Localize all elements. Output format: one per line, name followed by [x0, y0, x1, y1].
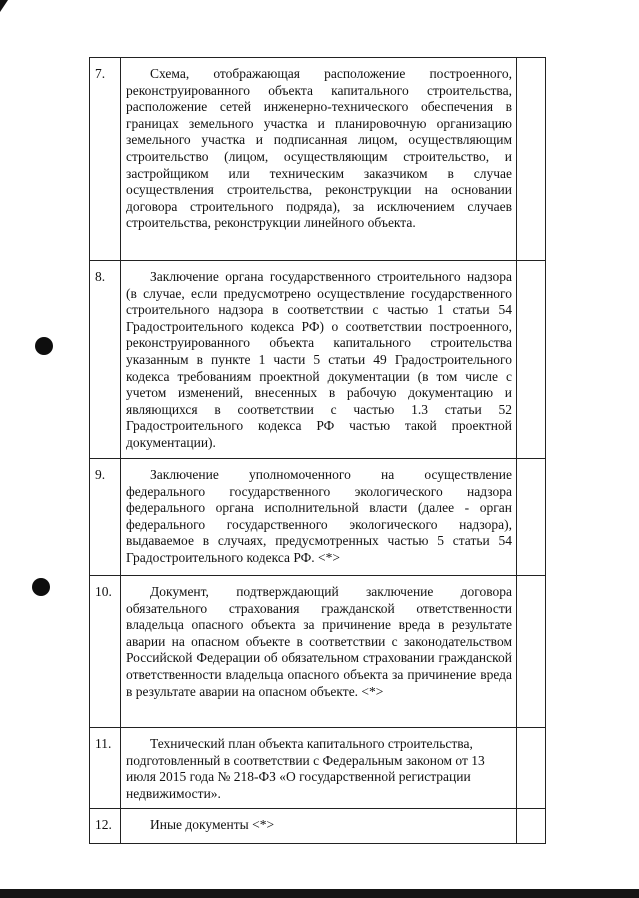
row-number: 12. [90, 809, 121, 844]
row-text: Документ, подтверждающий заключение договора обязательного страхования гражданской ответственности владельца опасного объекта за причинение вреда в результате аварии на опасном объекте в соответствии с законодательством Российской Федерации об обязательном страховании гражданской ответственности владельца опасного объекта за причинение вреда в результате аварии на опасном объекте. <*> [121, 576, 517, 728]
row-text: Заключение уполномоченного на осуществление федерального государственного экологического надзора федерального органа исполнительной власти (далее - орган федерального государственного экологического надзора), выдаваемое в случаях, предусмотренных частью 5 статьи 54 Градостроительного кодекса РФ. <*> [121, 459, 517, 576]
row-text: Схема, отображающая расположение построенного, реконструированного объекта капитального строительства, расположение сетей инженерно-технического обеспечения в границах земельного участка и планировочную организацию земельного участка и подписанная лицом, осуществляющим строительство (лицом, осуществляющим строительство, и застройщиком или техническим заказчиком в случае осуществления строительства, реконструкции на основании договора строительного подряда), за исключением случаев строительства, реконструкции линейного объекта. [121, 58, 517, 261]
scan-bottom-edge [0, 889, 639, 898]
table-row [90, 576, 546, 728]
row-mark-cell [517, 261, 546, 459]
punch-hole [35, 337, 53, 355]
row-mark-cell [517, 728, 546, 809]
table-row [90, 459, 546, 576]
row-number: 10. [90, 576, 121, 728]
table-row [90, 261, 546, 459]
documents-table [89, 57, 546, 844]
table-row [90, 58, 546, 261]
row-number: 7. [90, 58, 121, 261]
row-number: 11. [90, 728, 121, 809]
row-mark-cell [517, 576, 546, 728]
row-number: 9. [90, 459, 121, 576]
row-mark-cell [517, 58, 546, 261]
scan-corner-mark [0, 0, 8, 12]
row-text: Заключение органа государственного строительного надзора (в случае, если предусмотрено осуществление государственного строительного надзора в соответствии с частью 1 статьи 54 Градостроительного кодекса РФ) о соответствии построенного, реконструированного объекта капитального строительства указанным в пункте 1 части 5 статьи 49 Градостроительного кодекса требованиям проектной документации (в том числе с учетом изменений, внесенных в рабочую документацию и являющихся в соответствии с частью 1.3 статьи 52 Градостроительного кодекса РФ частью такой проектной документации). [121, 261, 517, 459]
row-text: Технический план объекта капитального строительства, подготовленный в соответствии с Федеральным законом от 13 июля 2015 года № 218-ФЗ «О государственной регистрации недвижимости». [121, 728, 517, 809]
row-number: 8. [90, 261, 121, 459]
table-row [90, 728, 546, 809]
row-mark-cell [517, 459, 546, 576]
row-text: Иные документы <*> [121, 809, 517, 844]
row-mark-cell [517, 809, 546, 844]
punch-hole [32, 578, 50, 596]
table-row [90, 809, 546, 844]
